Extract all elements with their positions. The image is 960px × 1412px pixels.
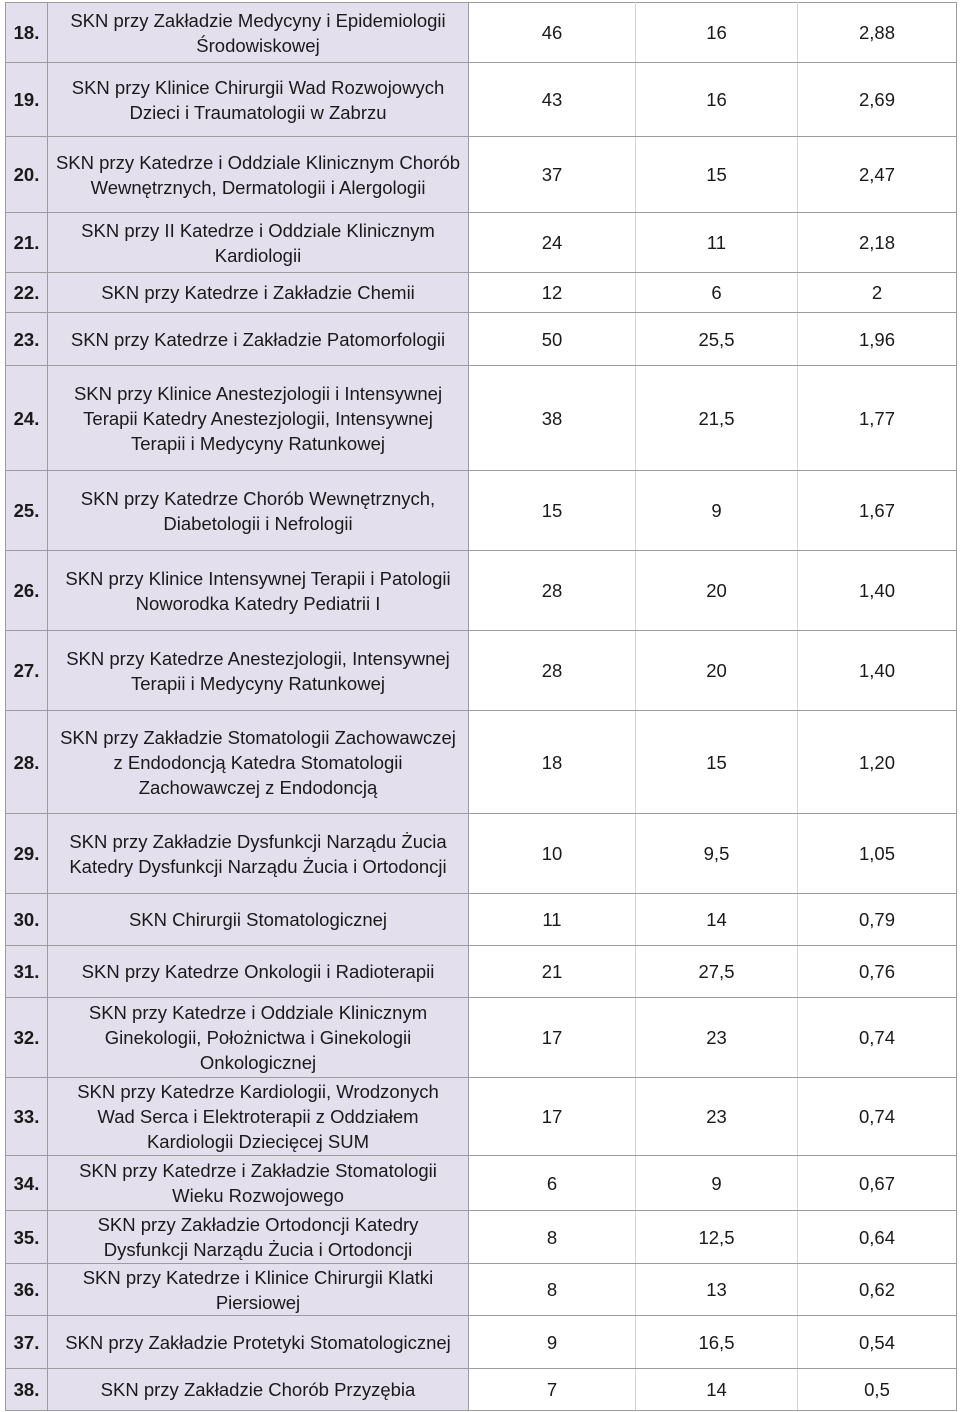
circle-name: SKN przy Katedrze Chorób Wewnętrznych, Diabetologii i Nefrologii — [48, 471, 469, 551]
circle-name: SKN przy Katedrze i Oddziale Klinicznym Ginekologii, Położnictwa i Ginekologii Onkologicznej — [48, 998, 469, 1078]
table-row — [6, 1156, 957, 1211]
value-cell: 1,67 — [798, 471, 957, 551]
circle-name: SKN przy Zakładzie Protetyki Stomatologicznej — [48, 1316, 469, 1369]
circle-name: SKN przy Klinice Chirurgii Wad Rozwojowych Dzieci i Traumatologii w Zabrzu — [48, 63, 469, 137]
value-cell: 38 — [469, 366, 636, 471]
row-number: 38. — [6, 1369, 48, 1411]
value-cell: 0,54 — [798, 1316, 957, 1369]
circle-name: SKN przy Klinice Intensywnej Terapii i Patologii Noworodka Katedry Pediatrii I — [48, 551, 469, 631]
row-number: 37. — [6, 1316, 48, 1369]
value-cell: 15 — [636, 711, 798, 814]
table-row — [6, 946, 957, 998]
value-cell: 16 — [636, 3, 798, 63]
value-cell: 23 — [636, 998, 798, 1078]
value-cell: 1,05 — [798, 814, 957, 894]
value-cell: 15 — [636, 137, 798, 213]
value-cell: 20 — [636, 631, 798, 711]
row-number: 28. — [6, 711, 48, 814]
row-number: 30. — [6, 894, 48, 946]
table-row — [6, 814, 957, 894]
circle-name: SKN przy Zakładzie Medycyny i Epidemiologii Środowiskowej — [48, 3, 469, 63]
row-number: 20. — [6, 137, 48, 213]
value-cell: 6 — [636, 273, 798, 313]
value-cell: 28 — [469, 631, 636, 711]
value-cell: 12,5 — [636, 1211, 798, 1264]
ranking-table — [5, 2, 957, 1411]
circle-name: SKN przy Katedrze i Zakładzie Stomatologii Wieku Rozwojowego — [48, 1156, 469, 1211]
value-cell: 11 — [636, 213, 798, 273]
row-number: 34. — [6, 1156, 48, 1211]
table-row — [6, 313, 957, 366]
value-cell: 37 — [469, 137, 636, 213]
value-cell: 23 — [636, 1078, 798, 1156]
table-row — [6, 213, 957, 273]
row-number: 27. — [6, 631, 48, 711]
value-cell: 46 — [469, 3, 636, 63]
value-cell: 0,62 — [798, 1264, 957, 1316]
row-number: 32. — [6, 998, 48, 1078]
table-row — [6, 3, 957, 63]
value-cell: 0,64 — [798, 1211, 957, 1264]
row-number: 19. — [6, 63, 48, 137]
value-cell: 10 — [469, 814, 636, 894]
row-number: 22. — [6, 273, 48, 313]
row-number: 35. — [6, 1211, 48, 1264]
value-cell: 8 — [469, 1211, 636, 1264]
value-cell: 1,40 — [798, 551, 957, 631]
row-number: 31. — [6, 946, 48, 998]
circle-name: SKN przy Katedrze Onkologii i Radioterapii — [48, 946, 469, 998]
row-number: 24. — [6, 366, 48, 471]
value-cell: 50 — [469, 313, 636, 366]
value-cell: 2,47 — [798, 137, 957, 213]
table-row — [6, 273, 957, 313]
value-cell: 24 — [469, 213, 636, 273]
circle-name: SKN przy II Katedrze i Oddziale Klinicznym Kardiologii — [48, 213, 469, 273]
circle-name: SKN przy Zakładzie Ortodoncji Katedry Dysfunkcji Narządu Żucia i Ortodoncji — [48, 1211, 469, 1264]
value-cell: 9 — [636, 471, 798, 551]
row-number: 21. — [6, 213, 48, 273]
value-cell: 9 — [469, 1316, 636, 1369]
circle-name: SKN przy Katedrze i Zakładzie Patomorfologii — [48, 313, 469, 366]
value-cell: 17 — [469, 1078, 636, 1156]
circle-name: SKN przy Zakładzie Chorób Przyzębia — [48, 1369, 469, 1411]
circle-name: SKN przy Zakładzie Dysfunkcji Narządu Żucia Katedry Dysfunkcji Narządu Żucia i Ortodoncji — [48, 814, 469, 894]
table-row — [6, 711, 957, 814]
row-number: 23. — [6, 313, 48, 366]
table-row — [6, 894, 957, 946]
value-cell: 25,5 — [636, 313, 798, 366]
value-cell: 2,18 — [798, 213, 957, 273]
value-cell: 2 — [798, 273, 957, 313]
row-number: 36. — [6, 1264, 48, 1316]
value-cell: 13 — [636, 1264, 798, 1316]
value-cell: 9,5 — [636, 814, 798, 894]
table-row — [6, 1211, 957, 1264]
row-number: 33. — [6, 1078, 48, 1156]
value-cell: 9 — [636, 1156, 798, 1211]
circle-name: SKN Chirurgii Stomatologicznej — [48, 894, 469, 946]
table-row — [6, 1078, 957, 1156]
value-cell: 17 — [469, 998, 636, 1078]
table-row — [6, 63, 957, 137]
table-row — [6, 366, 957, 471]
value-cell: 1,20 — [798, 711, 957, 814]
value-cell: 27,5 — [636, 946, 798, 998]
value-cell: 0,67 — [798, 1156, 957, 1211]
value-cell: 14 — [636, 1369, 798, 1411]
table-row — [6, 998, 957, 1078]
value-cell: 18 — [469, 711, 636, 814]
value-cell: 7 — [469, 1369, 636, 1411]
value-cell: 0,5 — [798, 1369, 957, 1411]
value-cell: 15 — [469, 471, 636, 551]
value-cell: 2,69 — [798, 63, 957, 137]
value-cell: 8 — [469, 1264, 636, 1316]
row-number: 18. — [6, 3, 48, 63]
value-cell: 20 — [636, 551, 798, 631]
circle-name: SKN przy Katedrze i Zakładzie Chemii — [48, 273, 469, 313]
value-cell: 14 — [636, 894, 798, 946]
row-number: 25. — [6, 471, 48, 551]
circle-name: SKN przy Katedrze i Oddziale Klinicznym Chorób Wewnętrznych, Dermatologii i Alergologii — [48, 137, 469, 213]
row-number: 29. — [6, 814, 48, 894]
value-cell: 21 — [469, 946, 636, 998]
table-row — [6, 551, 957, 631]
value-cell: 0,76 — [798, 946, 957, 998]
table-row — [6, 1264, 957, 1316]
circle-name: SKN przy Katedrze Kardiologii, Wrodzonych Wad Serca i Elektroterapii z Oddziałem Kardiologii Dziecięcej SUM — [48, 1078, 469, 1156]
table-row — [6, 1316, 957, 1369]
circle-name: SKN przy Katedrze Anestezjologii, Intensywnej Terapii i Medycyny Ratunkowej — [48, 631, 469, 711]
circle-name: SKN przy Zakładzie Stomatologii Zachowawczej z Endodoncją Katedra Stomatologii Zachowawczej z Endodoncją — [48, 711, 469, 814]
value-cell: 12 — [469, 273, 636, 313]
value-cell: 28 — [469, 551, 636, 631]
value-cell: 1,40 — [798, 631, 957, 711]
table-row — [6, 137, 957, 213]
value-cell: 43 — [469, 63, 636, 137]
row-number: 26. — [6, 551, 48, 631]
circle-name: SKN przy Katedrze i Klinice Chirurgii Klatki Piersiowej — [48, 1264, 469, 1316]
circle-name: SKN przy Klinice Anestezjologii i Intensywnej Terapii Katedry Anestezjologii, Intensywnej Terapii i Medycyny Ratunkowej — [48, 366, 469, 471]
value-cell: 1,77 — [798, 366, 957, 471]
value-cell: 2,88 — [798, 3, 957, 63]
value-cell: 0,74 — [798, 1078, 957, 1156]
value-cell: 21,5 — [636, 366, 798, 471]
value-cell: 6 — [469, 1156, 636, 1211]
table-row — [6, 631, 957, 711]
value-cell: 0,74 — [798, 998, 957, 1078]
value-cell: 16,5 — [636, 1316, 798, 1369]
table-row — [6, 471, 957, 551]
value-cell: 0,79 — [798, 894, 957, 946]
value-cell: 11 — [469, 894, 636, 946]
value-cell: 16 — [636, 63, 798, 137]
table-row — [6, 1369, 957, 1411]
value-cell: 1,96 — [798, 313, 957, 366]
